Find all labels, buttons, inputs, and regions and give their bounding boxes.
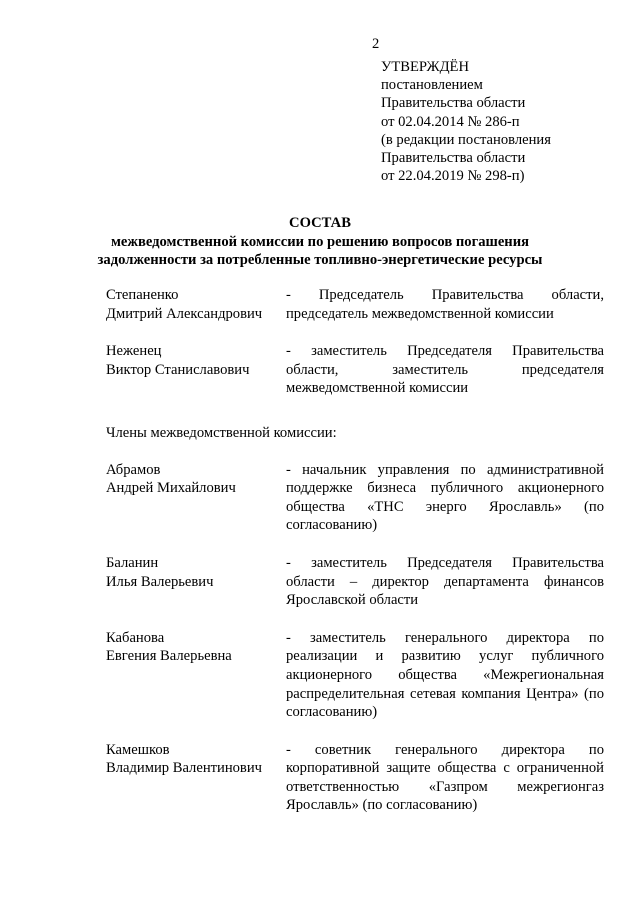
person-given-names: Владимир Валентинович [106, 760, 262, 777]
title-line: межведомственной комиссии по решению вопросов погашения [110, 233, 530, 250]
person-role: - начальник управления по административной поддержке бизнеса публичного акционерного общества «ТНС энерго Ярославль» (по согласованию) [286, 461, 604, 534]
roster-row [106, 286, 606, 323]
page-number: 2 [372, 36, 380, 52]
person-role: - заместитель Председателя Правительства области – директор департамента финансов Ярославской области [286, 554, 604, 609]
person-surname: Степаненко [106, 287, 179, 303]
approval-line: УТВЕРЖДЁН [381, 59, 469, 75]
person-role: - заместитель генерального директора по реализации и развитию услуг публичного акционерного общества «Межрегиональная распределительная сетевая компания Центра» (по согласованию) [286, 629, 604, 721]
person-surname: Абрамов [106, 461, 161, 478]
roster-row [106, 461, 606, 535]
person-given-names: Андрей Михайлович [106, 480, 236, 497]
person-surname: Кабанова [106, 629, 165, 646]
approval-stamp [381, 58, 551, 185]
commission-roster [106, 286, 606, 815]
person-role: - Председатель Правительства области, председатель межведомственной комиссии [286, 287, 604, 322]
person-name [106, 741, 286, 778]
person-given-names: Евгения Валерьевна [106, 648, 232, 665]
person-name [106, 554, 286, 591]
approval-line: постановлением [381, 77, 483, 94]
approval-line: (в редакции постановления [381, 131, 551, 148]
approval-line: от 22.04.2019 № 298-п) [381, 168, 525, 185]
roster-row [106, 342, 606, 398]
roster-row [106, 741, 606, 815]
document-title [60, 214, 580, 270]
person-given-names: Виктор Станиславович [106, 361, 250, 378]
roster-row [106, 629, 606, 722]
person-surname: Баланин [106, 554, 159, 571]
person-given-names: Дмитрий Александрович [106, 305, 263, 322]
person-name [106, 342, 286, 379]
title-line: задолженности за потребленные топливно-энергетические ресурсы [97, 252, 543, 268]
person-surname: Неженец [106, 343, 162, 360]
roster-row [106, 554, 606, 610]
person-given-names: Илья Валерьевич [106, 573, 214, 590]
person-name [106, 629, 286, 666]
title-heading: СОСТАВ [289, 215, 351, 231]
person-role: - советник генерального директора по корпоративной защите общества с ограниченной ответственностью «Газпром межрегионгаз Ярославль» (по согласованию) [286, 741, 604, 814]
person-surname: Камешков [106, 741, 170, 758]
approval-line: от 02.04.2014 № 286-п [381, 113, 520, 130]
person-name [106, 286, 286, 323]
members-label: Члены межведомственной комиссии: [106, 424, 337, 441]
person-name [106, 461, 286, 498]
person-role: - заместитель Председателя Правительства области, заместитель председателя межведомственной комиссии [286, 343, 604, 397]
approval-line: Правительства области [381, 95, 526, 112]
approval-line: Правительства области [381, 150, 526, 167]
